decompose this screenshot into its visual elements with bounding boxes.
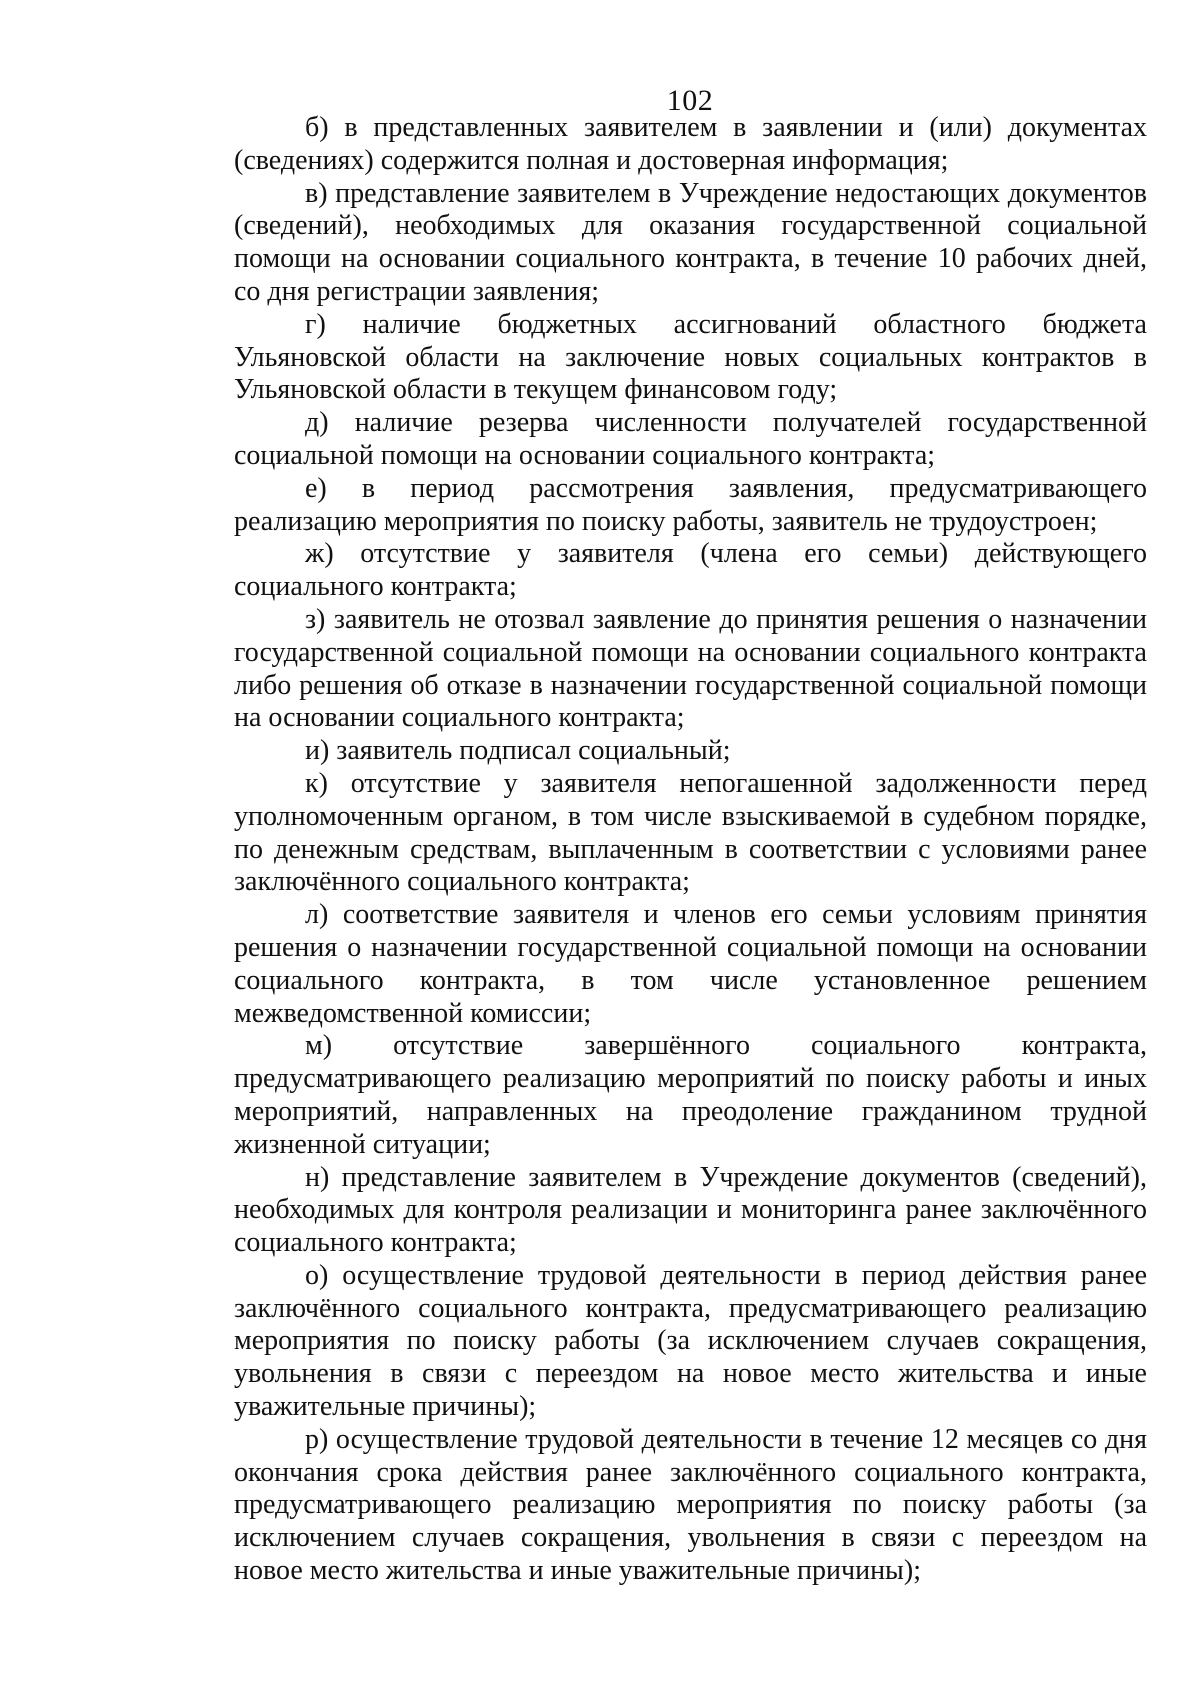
paragraph-n: н) представление заявителем в Учреждение документов (сведений), необходимых для контроля реализации и мониторинга ранее заключённого социального контракта; xyxy=(234,1161,1147,1259)
paragraph-m: м) отсутствие завершённого социального контракта, предусматривающего реализацию мероприятий по поиску работы и иных мероприятий, направленных на преодоление гражданином трудной жизненной ситуации; xyxy=(234,1030,1147,1160)
paragraph-i: и) заявитель подписал социальный; xyxy=(305,735,731,767)
paragraph-b: б) в представленных заявителем в заявлении и (или) документах (сведениях) содержится полная и достоверная информация; xyxy=(234,112,1147,176)
paragraph-v: в) представление заявителем в Учреждение недостающих документов (сведений), необходимых для оказания государственной социальной помощи на основании социального контракта, в течение 10 рабочих дней, со дня регистрации заявления; xyxy=(234,177,1147,307)
document-body xyxy=(234,112,1147,1588)
paragraph-k: к) отсутствие у заявителя непогашенной задолженности перед уполномоченным органом, в том числе взыскиваемой в судебном порядке, по денежным средствам, выплаченным в соответствии с условиями ранее заключённого социального контракта; xyxy=(234,767,1147,898)
paragraph-g: г) наличие бюджетных ассигнований областного бюджета Ульяновской области на заключение новых социальных контрактов в Ульяновской области в текущем финансовом году; xyxy=(234,308,1147,406)
paragraph-z: з) заявитель не отозвал заявление до принятия решения о назначении государственной социальной помощи на основании социального контракта либо решения об отказе в назначении государственной социальной помощи на основании социального контракта; xyxy=(234,603,1147,734)
paragraph-d: д) наличие резерва численности получателей государственной социальной помощи на основании социального контракта; xyxy=(234,407,1147,471)
paragraph-r: р) осуществление трудовой деятельности в течение 12 месяцев со дня окончания срока действия ранее заключённого социального контракта, предусматривающего реализацию мероприятия по поиску работы (за исключением случаев сокращения, увольнения в связи с переездом на новое место жительства и иные уважительные причины); xyxy=(234,1423,1147,1587)
paragraph-zh: ж) отсутствие у заявителя (члена его семьи) действующего социального контракта; xyxy=(234,538,1147,603)
paragraph-o: о) осуществление трудовой деятельности в период действия ранее заключённого социального контракта, предусматривающего реализацию мероприятия по поиску работы (за исключением случаев сокращения, увольнения в связи с переездом на новое место жительства и иные уважительные причины); xyxy=(234,1259,1147,1423)
paragraph-e: е) в период рассмотрения заявления, предусматривающего реализацию мероприятия по поиску работы, заявитель не трудоустроен; xyxy=(234,472,1147,537)
page-number: 102 xyxy=(666,84,714,117)
paragraph-l: л) соответствие заявителя и членов его семьи условиям принятия решения о назначении государственной социальной помощи на основании социального контракта, в том числе установленное решением межведомственной комиссии; xyxy=(234,899,1147,1029)
